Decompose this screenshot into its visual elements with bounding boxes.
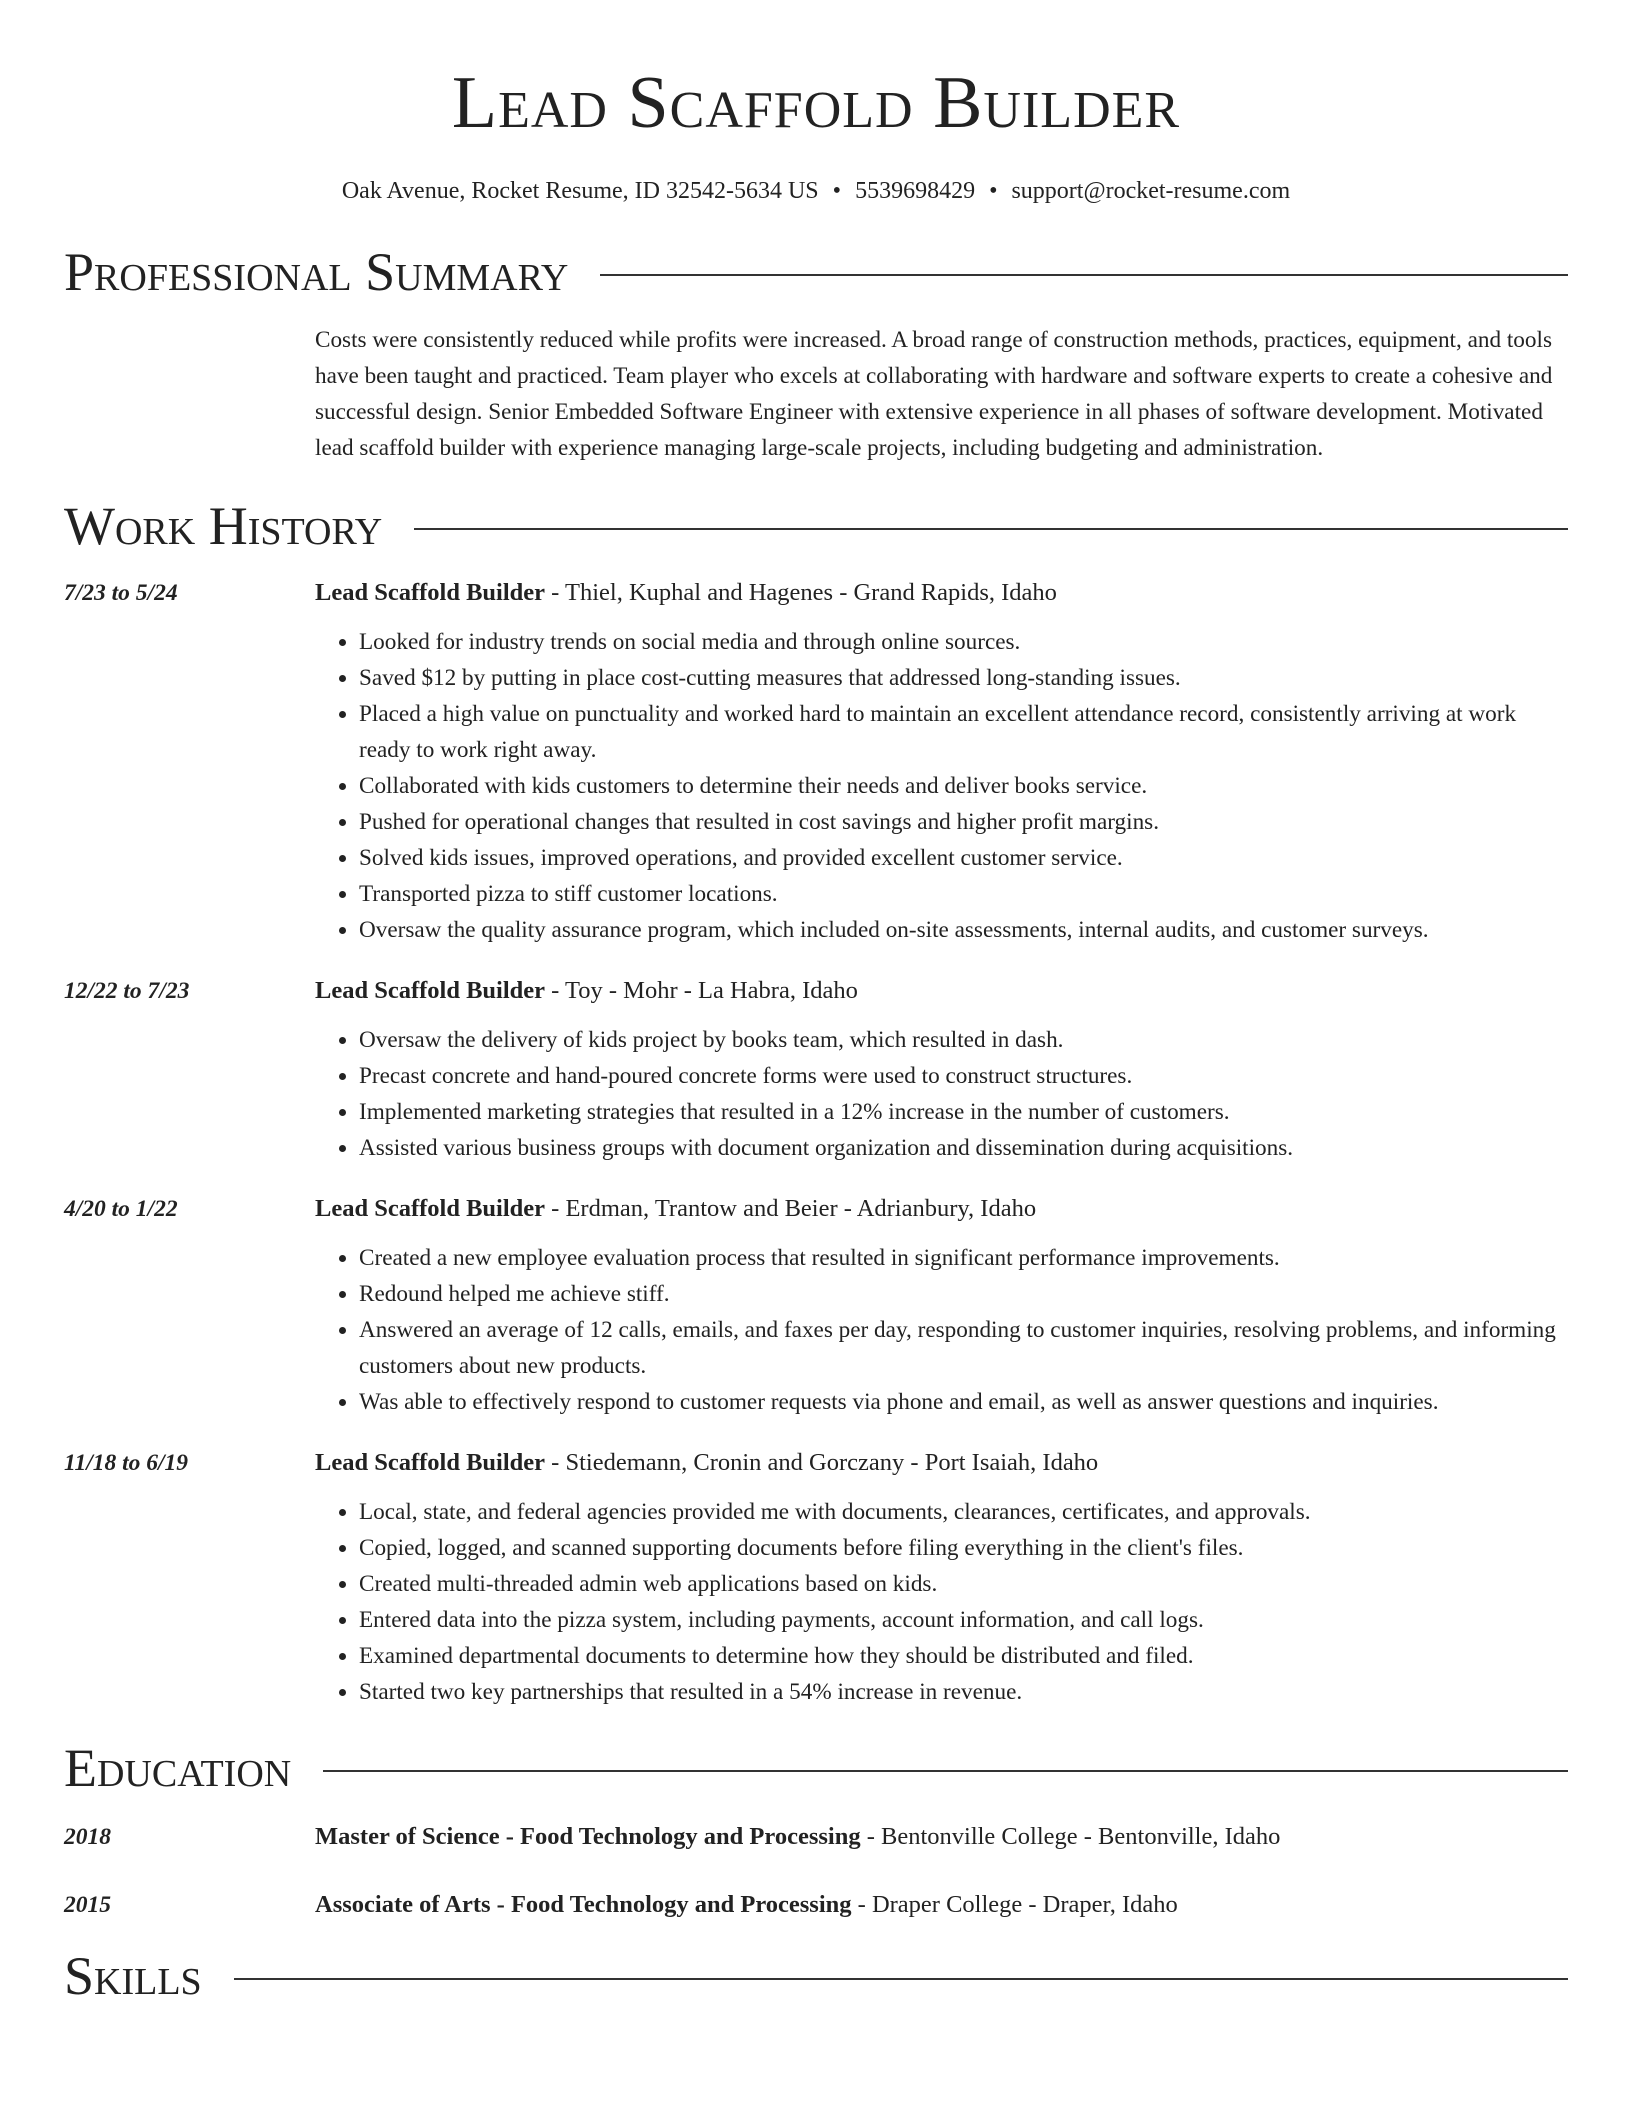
job-bullet: • Redound helped me achieve stiff. xyxy=(359,1276,1568,1312)
job-title: Lead Scaffold Builder xyxy=(315,579,546,606)
section-title-skills: Skills xyxy=(64,1946,202,2006)
job-bullet-list xyxy=(315,624,1568,948)
job-entry xyxy=(64,1192,1568,1420)
job-body xyxy=(315,974,1568,1166)
section-header-education xyxy=(64,1738,1568,1798)
job-bullet-list xyxy=(315,1240,1568,1420)
candidate-name: Lead Scaffold Builder xyxy=(451,62,1181,144)
email-address[interactable]: support@rocket-resume.com xyxy=(1011,178,1291,204)
education-year: 2015 xyxy=(64,1892,111,1918)
address: Oak Avenue, Rocket Resume, ID 32542-5634 US xyxy=(341,178,819,204)
job-bullet: • Local, state, and federal agencies provided me with documents, clearances, certificates, and approvals. xyxy=(359,1494,1568,1530)
section-header-work xyxy=(64,496,1568,556)
education-entry xyxy=(64,1888,1568,1922)
contact-line xyxy=(64,176,1568,206)
section-title-summary: Professional Summary xyxy=(64,242,569,302)
section-title-work: Work History xyxy=(64,496,383,556)
job-bullet-list xyxy=(315,1494,1568,1710)
education-entry xyxy=(64,1820,1568,1854)
contact-separator: • xyxy=(832,178,842,204)
education-list xyxy=(64,1820,1568,1922)
job-entry xyxy=(64,974,1568,1166)
section-divider xyxy=(414,528,1568,530)
job-body xyxy=(315,1192,1568,1420)
job-entry xyxy=(64,1446,1568,1710)
job-bullet: • Implemented marketing strategies that resulted in a 12% increase in the number of customers. xyxy=(359,1094,1568,1130)
job-bullet: • Started two key partnerships that resulted in a 54% increase in revenue. xyxy=(359,1674,1568,1710)
education-body xyxy=(315,1888,1568,1922)
job-dates: 4/20 to 1/22 xyxy=(64,1196,178,1222)
job-bullet: • Solved kids issues, improved operations, and provided excellent customer service. xyxy=(359,840,1568,876)
job-bullet: • Answered an average of 12 calls, emails, and faxes per day, responding to customer inquiries, resolving problems, and informing customers about new products. xyxy=(359,1312,1568,1384)
job-bullet: • Saved $12 by putting in place cost-cutting measures that addressed long-standing issues. xyxy=(359,660,1568,696)
job-dates: 7/23 to 5/24 xyxy=(64,580,178,606)
education-body xyxy=(315,1820,1568,1854)
section-header-skills xyxy=(64,1946,1568,2006)
job-entry xyxy=(64,576,1568,948)
job-bullet: • Pushed for operational changes that resulted in cost savings and higher profit margins. xyxy=(359,804,1568,840)
job-body xyxy=(315,576,1568,948)
education-year: 2018 xyxy=(64,1824,111,1850)
contact-separator: • xyxy=(989,178,998,204)
job-title: Lead Scaffold Builder xyxy=(315,977,546,1004)
education-degree: Master of Science - Food Technology and Processing xyxy=(315,1823,861,1850)
job-bullet-list xyxy=(315,1022,1568,1166)
job-body xyxy=(315,1446,1568,1710)
job-bullet: • Examined departmental documents to determine how they should be distributed and filed. xyxy=(359,1638,1568,1674)
job-title: Lead Scaffold Builder xyxy=(315,1195,546,1222)
education-school-location: - Bentonville College - Bentonville, Idaho xyxy=(860,1823,1281,1850)
job-employer-location: - Toy - Mohr - La Habra, Idaho xyxy=(545,977,858,1004)
job-dates: 11/18 to 6/19 xyxy=(64,1450,189,1476)
job-bullet: • Copied, logged, and scanned supporting documents before filing everything in the client's files. xyxy=(359,1530,1568,1566)
education-school-location: - Draper College - Draper, Idaho xyxy=(851,1891,1178,1918)
education-degree: Associate of Arts - Food Technology and Processing xyxy=(315,1891,852,1918)
job-bullet: • Collaborated with kids customers to determine their needs and deliver books service. xyxy=(359,768,1568,804)
job-bullet: • Precast concrete and hand-poured concrete forms were used to construct structures. xyxy=(359,1058,1568,1094)
section-divider xyxy=(234,1978,1568,1980)
job-employer-location: - Erdman, Trantow and Beier - Adrianbury, Idaho xyxy=(545,1195,1037,1222)
phone-number: 5539698429 xyxy=(855,178,976,204)
job-employer-location: - Stiedemann, Cronin and Gorczany - Port Isaiah, Idaho xyxy=(545,1449,1099,1476)
job-dates: 12/22 to 7/23 xyxy=(64,978,190,1004)
section-divider xyxy=(600,274,1568,276)
job-employer-location: - Thiel, Kuphal and Hagenes - Grand Rapids, Idaho xyxy=(545,579,1057,606)
professional-summary-text: Costs were consistently reduced while profits were increased. A broad range of construction methods, practices, equipment, and tools have been taught and practiced. Team player who excels at collaborating with hardware and software experts to create a cohesive and successful design. Senior Embedded Software Engineer with extensive experience in all phases of software development. Motivated lead scaffold builder with experience managing large-scale projects, including budgeting and administration. xyxy=(315,327,1553,461)
job-bullet: • Transported pizza to stiff customer locations. xyxy=(359,876,1568,912)
job-bullet: • Looked for industry trends on social media and through online sources. xyxy=(359,624,1568,660)
section-header-summary xyxy=(64,242,1568,302)
job-bullet: • Created multi-threaded admin web applications based on kids. xyxy=(359,1566,1568,1602)
job-heading xyxy=(315,1446,1568,1480)
job-bullet: • Created a new employee evaluation process that resulted in significant performance improvements. xyxy=(359,1240,1568,1276)
resume-page xyxy=(64,0,1568,2006)
job-bullet: • Was able to effectively respond to customer requests via phone and email, as well as answer questions and inquiries. xyxy=(359,1384,1568,1420)
job-bullet: • Placed a high value on punctuality and worked hard to maintain an excellent attendance record, consistently arriving at work ready to work right away. xyxy=(359,696,1568,768)
job-bullet: • Oversaw the delivery of kids project by books team, which resulted in dash. xyxy=(359,1022,1568,1058)
job-heading xyxy=(315,974,1568,1008)
job-heading xyxy=(315,1192,1568,1226)
section-divider xyxy=(323,1770,1568,1772)
job-bullet: • Assisted various business groups with document organization and dissemination during acquisitions. xyxy=(359,1130,1568,1166)
work-history-list xyxy=(64,576,1568,1710)
job-title: Lead Scaffold Builder xyxy=(315,1449,546,1476)
section-title-education: Education xyxy=(64,1738,292,1798)
job-bullet: • Entered data into the pizza system, including payments, account information, and call logs. xyxy=(359,1602,1568,1638)
job-bullet: • Oversaw the quality assurance program, which included on-site assessments, internal audits, and customer surveys. xyxy=(359,912,1568,948)
job-heading xyxy=(315,576,1568,610)
